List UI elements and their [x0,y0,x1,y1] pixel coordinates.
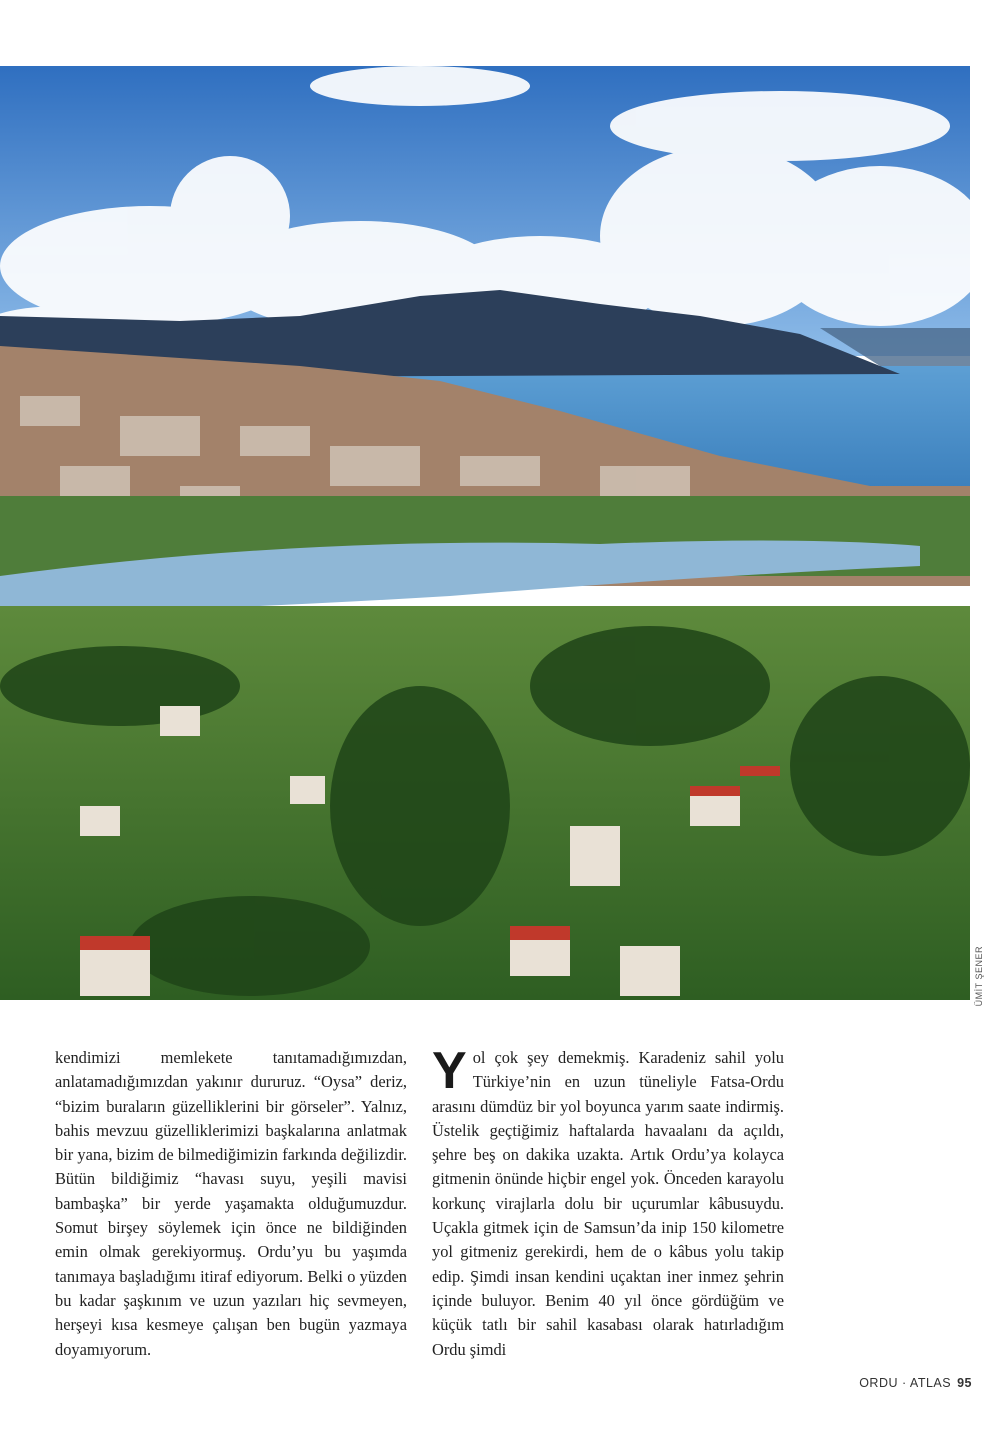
aerial-landscape-photo-icon [0,66,970,1000]
aerial-photo [0,66,970,1000]
page-footer [859,1376,972,1390]
article-paragraph: ol çok şey demekmiş. Karadeniz sahil yolu Türkiye’nin en uzun tüneliyle Fatsa-Ordu arasını dümdüz bir yol boyunca yarım saate indirmiş. Üstelik geçtiğimiz haftalarda havaalanı da açıldı, şehre beş on dakika uzakta. Artık Ordu’ya kolayca gitmenin önünde hiçbir engel yok. Önceden karayolu korkunç virajlarla dolu bir uçurumlar kâbusuydu. Uçakla gitmek için de Samsun’da inip 150 kilometre yol gitmeniz gerekirdi, hem de o kâbus yolu takip edip. Şimdi insan kendini uçaktan iner inmez şehrin içinde buluyor. Benim 40 yıl önce gördüğüm ve küçük tatlı bir sahil kasabası olarak hatırladığım Ordu şimdi [432,1048,784,1359]
drop-cap: Y [432,1042,467,1100]
publication-name: ORDU · ATLAS [859,1376,952,1390]
article-column-left [55,1046,407,1362]
page-number: 95 [957,1376,972,1390]
article-paragraph: kendimizi memlekete tanıtamadığımızdan, anlatamadığımızdan yakınır dururuz. “Oysa” deriz, “bizim buraların güzelliklerini bir görseler”. Yalnız, bahis mevzuu güzelliklerimizi başkalarına anlatmak bir yana, bizim de bilmediğimizin farkında değilizdir. Bütün bildiğimiz “havası suyu, yeşili mavisi bambaşka” bir yerde yaşamakta olduğumuzdur. Somut birşey söylemek için önce ne bildiğinden emin olmak gerekiyormuş. Ordu’yu bu yaşımda tanımaya başladığımı itiraf ediyorum. Belki o yüzden bu kadar şaşkınım ve uzun yazıları hiç sevmeyen, herşeyi kısa kesmeye çalışan ben bugün yazmaya doyamıyorum. [55,1048,407,1359]
photo-credit: ÜMİT ŞENER [974,946,984,1007]
article-column-right [432,1042,784,1362]
